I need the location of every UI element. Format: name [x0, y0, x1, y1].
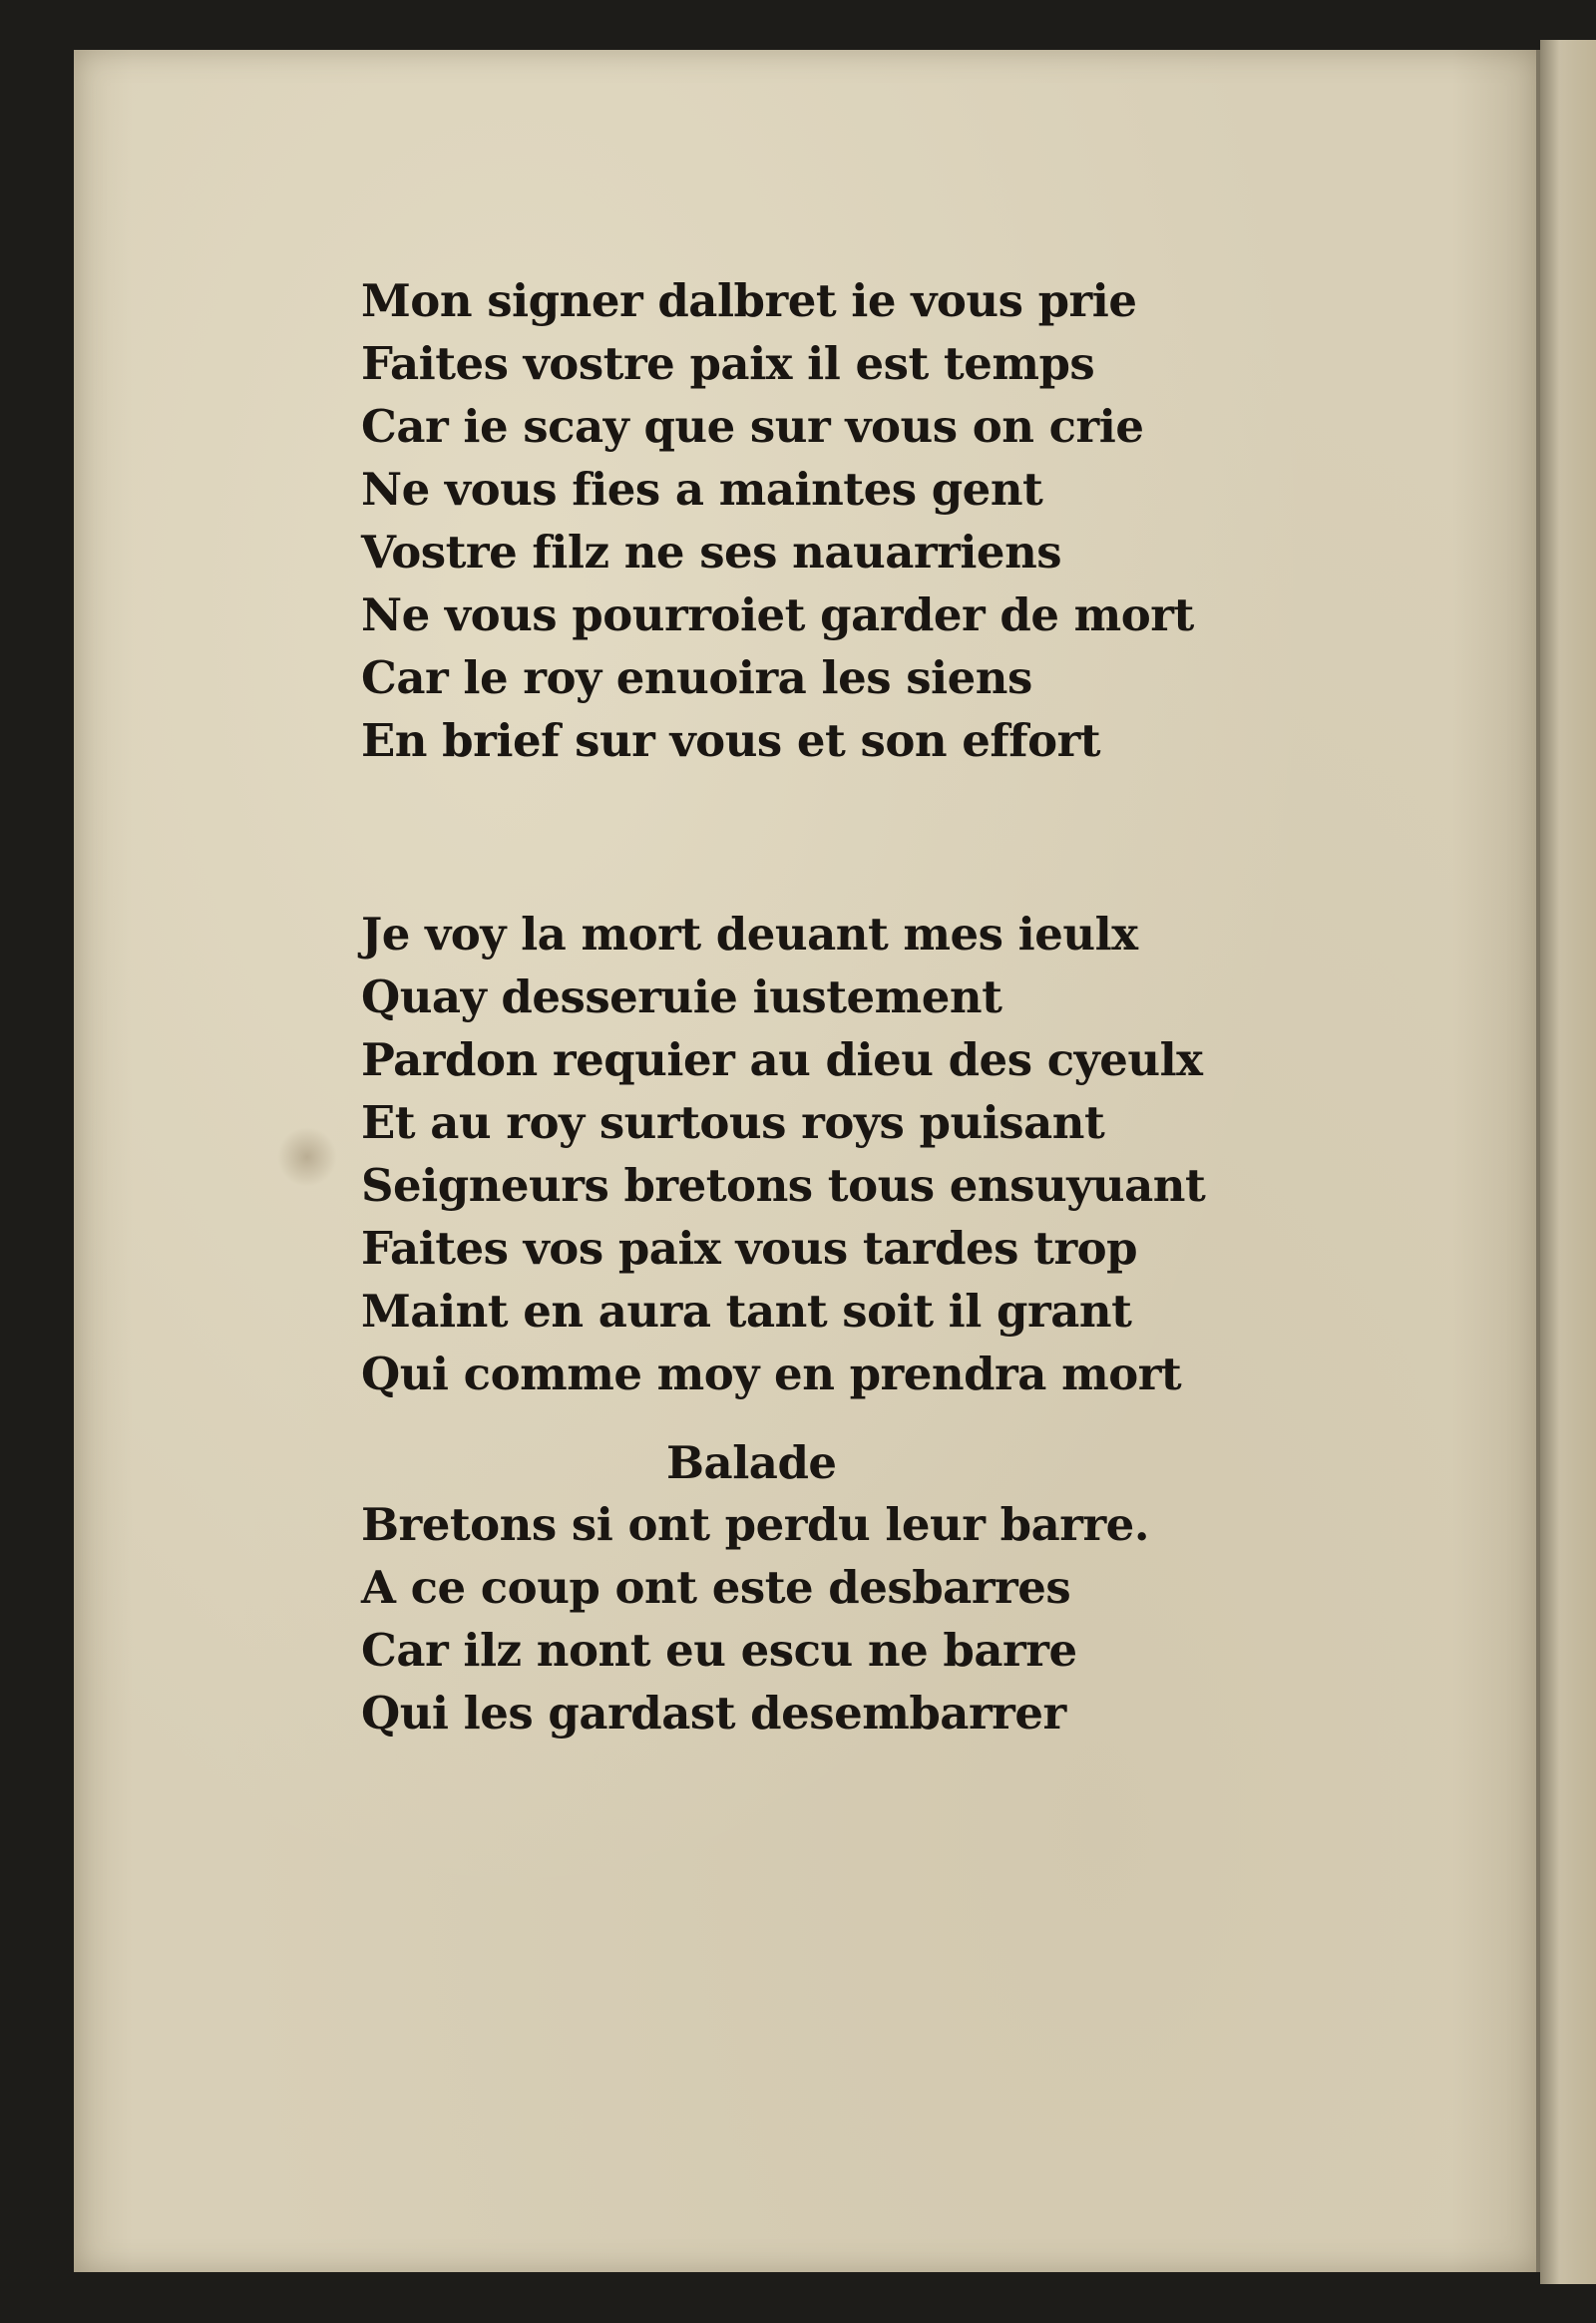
stanza-1: [361, 269, 1194, 772]
page-gutter: [1536, 50, 1540, 2272]
stanza-3: [361, 1493, 1149, 1744]
verse-line: A ce coup ont este desbarres: [361, 1561, 1071, 1614]
verse-line: Ne vous pourroiet garder de mort: [361, 588, 1194, 641]
verse-line: Ne vous fies a maintes gent: [361, 463, 1043, 516]
verse-line: Qui comme moy en prendra mort: [361, 1348, 1182, 1400]
verse-line: Je voy la mort deuant mes ieulx: [361, 908, 1138, 961]
verse-line: Car le roy enuoira les siens: [361, 651, 1032, 704]
verse-line: Seigneurs bretons tous ensuyuant: [361, 1159, 1206, 1212]
verse-line: Quay desseruie iustement: [361, 970, 1002, 1023]
verse-line: Maint en aura tant soit il grant: [361, 1285, 1132, 1338]
facing-page-edge: [1540, 40, 1596, 2284]
verse-line: Faites vos paix vous tardes trop: [361, 1222, 1138, 1275]
verse-line: Car ilz nont eu escu ne barre: [361, 1624, 1077, 1677]
verse-line: Car ie scay que sur vous on crie: [361, 400, 1144, 453]
verse-line: Et au roy surtous roys puisant: [361, 1096, 1105, 1149]
ballad-heading: Balade: [666, 1436, 837, 1489]
verse-line: Mon signer dalbret ie vous prie: [361, 274, 1137, 327]
verse-line: Pardon requier au dieu des cyeulx: [361, 1033, 1203, 1086]
paper-stain: [277, 1127, 337, 1187]
verse-line: Faites vostre paix il est temps: [361, 337, 1095, 390]
verse-line: Bretons si ont perdu leur barre.: [361, 1498, 1149, 1551]
stanza-2: [361, 903, 1205, 1405]
verse-line: En brief sur vous et son effort: [361, 714, 1101, 767]
verse-line: Qui les gardast desembarrer: [361, 1687, 1066, 1740]
verse-line: Vostre filz ne ses nauarriens: [361, 526, 1062, 579]
